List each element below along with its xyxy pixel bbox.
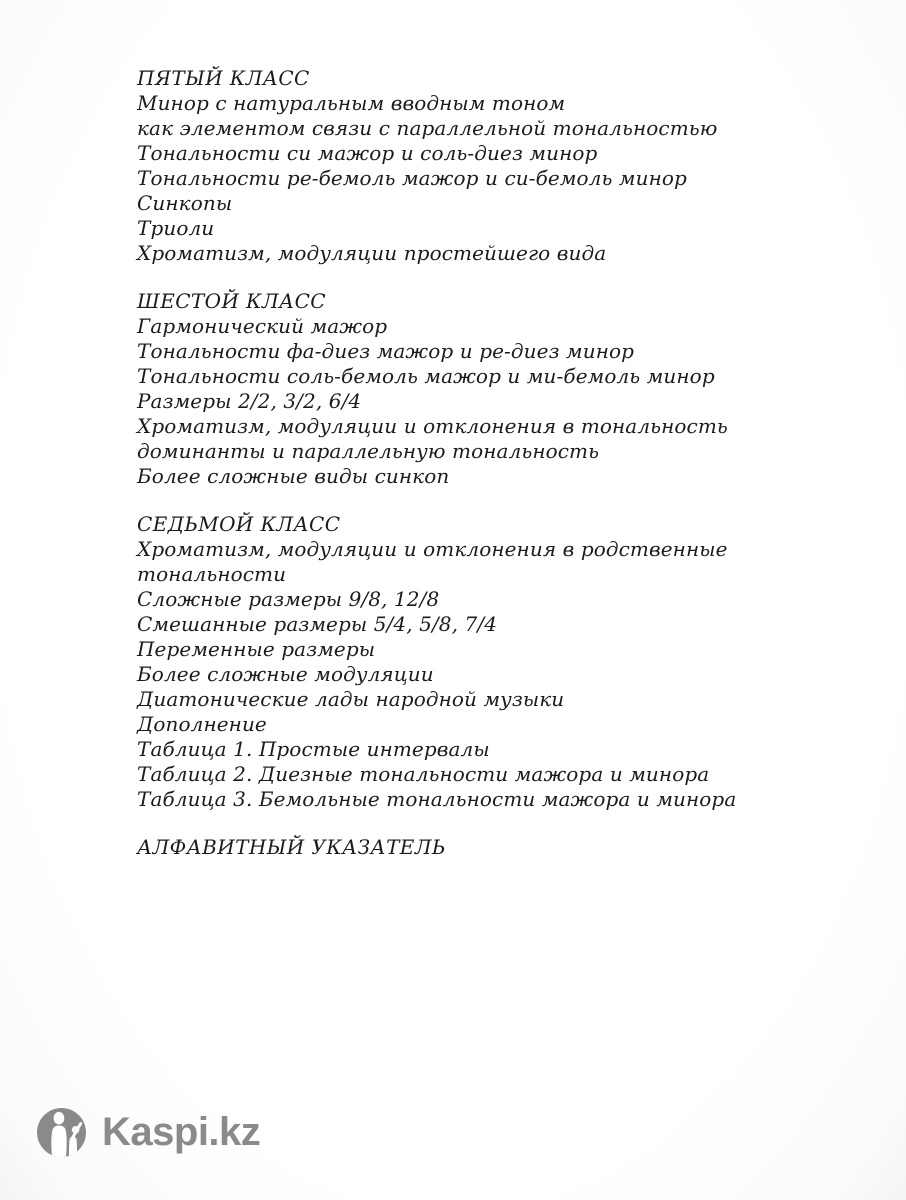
toc-section-sixth-grade: [137, 289, 797, 489]
toc-line: тональности: [137, 562, 287, 586]
toc-line: Хроматизм, модуляции простейшего вида: [137, 241, 607, 265]
toc-line: Таблица 3. Бемольные тональности мажора и минора: [137, 787, 737, 811]
toc-line: доминанты и параллельную тональность: [137, 439, 600, 463]
toc-section-alphabetical-index: [137, 835, 797, 860]
toc-line: Переменные размеры: [137, 637, 376, 661]
table-of-contents: [137, 66, 797, 860]
toc-line: Более сложные виды синкоп: [137, 464, 450, 488]
section-heading: СЕДЬМОЙ КЛАСС: [137, 512, 341, 536]
toc-line: Смешанные размеры 5/4, 5/8, 7/4: [137, 612, 498, 636]
toc-line: Тональности си мажор и соль-диез минор: [137, 141, 598, 165]
section-heading: ПЯТЫЙ КЛАСС: [137, 66, 310, 90]
toc-line: Тональности ре-бемоль мажор и си-бемоль минор: [137, 166, 687, 190]
toc-line: Более сложные модуляции: [137, 662, 434, 686]
toc-section-fifth-grade: [137, 66, 797, 266]
toc-line: Тональности фа-диез мажор и ре-диез минор: [137, 339, 635, 363]
toc-line: как элементом связи с параллельной тональностью: [137, 116, 718, 140]
toc-line: Дополнение: [137, 712, 267, 736]
section-heading: АЛФАВИТНЫЙ УКАЗАТЕЛЬ: [137, 835, 446, 859]
toc-line: Таблица 1. Простые интервалы: [137, 737, 490, 761]
toc-line: Гармонический мажор: [137, 314, 388, 338]
toc-line: Хроматизм, модуляции и отклонения в тональность: [137, 414, 728, 438]
toc-line: Таблица 2. Диезные тональности мажора и минора: [137, 762, 710, 786]
toc-line: Минор с натуральным вводным тоном: [137, 91, 566, 115]
kaspi-logo-icon: [37, 1108, 86, 1157]
toc-line: Диатонические лады народной музыки: [137, 687, 565, 711]
toc-line: Размеры 2/2, 3/2, 6/4: [137, 389, 362, 413]
toc-line: Триоли: [137, 216, 215, 240]
kaspi-brand-text: Kaspi.kz: [102, 1110, 261, 1154]
toc-line: Синкопы: [137, 191, 233, 215]
toc-line: Тональности соль-бемоль мажор и ми-бемоль минор: [137, 364, 715, 388]
kaspi-watermark: [37, 1108, 260, 1157]
toc-section-seventh-grade: [137, 512, 797, 812]
section-heading: ШЕСТОЙ КЛАСС: [137, 289, 326, 313]
toc-line: Сложные размеры 9/8, 12/8: [137, 587, 440, 611]
toc-line: Хроматизм, модуляции и отклонения в родственные: [137, 537, 728, 561]
